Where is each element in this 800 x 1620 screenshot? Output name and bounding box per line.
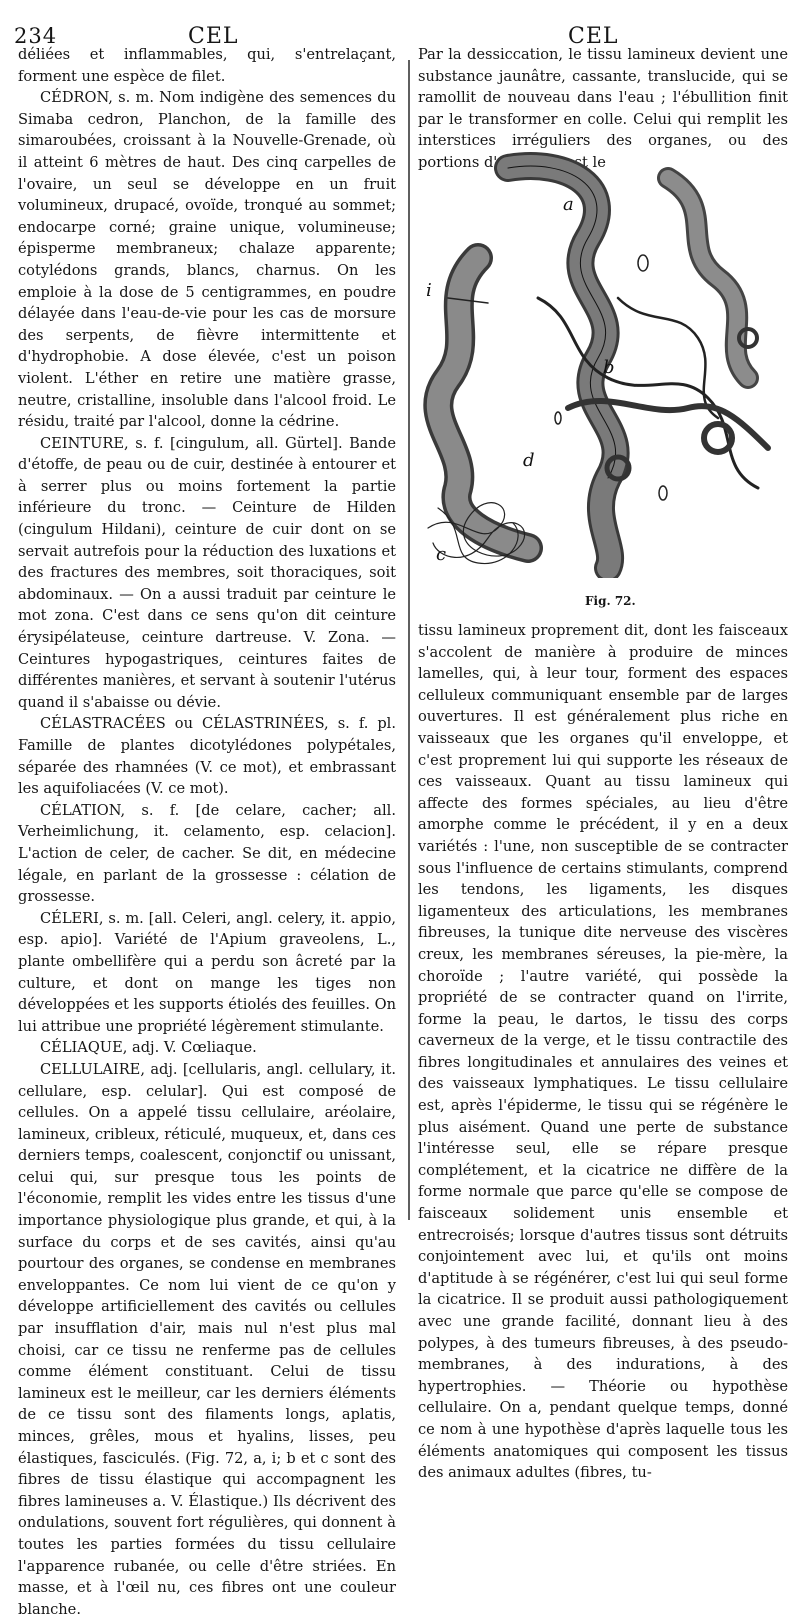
figure-caption: Fig. 72. (585, 594, 636, 608)
figure-label-i: i (426, 280, 432, 301)
figure-label-a: a (563, 194, 574, 215)
entry-celastracees: CÉLASTRACÉES ou CÉLASTRINÉES, s. f. pl. Famille de plantes dicotylédones polypétales, séparée des rhamnées (V. ce mot), et embrassant les aquifoliacées (V. ce mot). (18, 715, 396, 798)
left-column (18, 44, 396, 1620)
running-head-right: CEL (568, 24, 619, 49)
entry-celeri: CÉLERI, s. m. [all. Celeri, angl. celery, it. appio, esp. apio]. Variété de l'Apium graveolens, L., plante ombellifère qui a perdu son âcreté par la culture, et dont on mange les tiges non développées et les supports étiolés des feuilles. On lui attribue une propriété légèrement stimulante. (18, 909, 396, 1035)
entry-cedron: CÉDRON, s. m. Nom indigène des semences du Simaba cedron, Planchon, de la famille des simaroubées, croissant à la Nouvelle-Grenade, où il atteint 6 mètres de haut. Des cinq carpelles de l'ovaire, un seul se développe en un fruit volumineux, drupacé, ovoïde, tronqué au sommet; endocarpe corné; graine unique, volumineuse; épisperme membraneux; chalaze apparente; cotylédons grands, blancs, charnus. On les emploie à la dose de 5 centigrammes, en poudre délayée dans l'eau-de-vie pour les cas de morsure des serpents, de fièvre intermittente et d'hydrophobie. A dose élevée, c'est un poison violent. L'éther en retire une matière grasse, neutre, cristalline, insoluble dans l'alcool froid. Le résidu, traité par l'alcool, donne la cédrine. (18, 89, 396, 431)
column-rule (408, 60, 410, 1220)
entry-celiaque: CÉLIAQUE, adj. V. Cœliaque. (40, 1039, 257, 1057)
paragraph-continuation: Par la dessiccation, le tissu lamineux devient une substance jaunâtre, cassante, translucide, qui se ramollit de nouveau dans l'eau ; l'ébullition finit par le transformer en colle. Celui qui remplit les interstices irréguliers des organes, ou des portions d'organes, est le (418, 46, 788, 171)
entry-celation: CÉLATION, s. f. [de celare, cacher; all. Verheimlichung, it. celamento, esp. celacion]. L'action de celer, de cacher. Se dit, en médecine légale, en parlant de la grossesse : célation de grossesse. (18, 801, 396, 906)
page-number: 234 (14, 24, 58, 48)
paragraph-tissu-lamineux: tissu lamineux proprement dit, dont les faisceaux s'accolent de manière à produire de minces lamelles, qui, à leur tour, forment des espaces celluleux communiquant ensemble par de larges ouvertures. Il est généralement plus riche en vaisseaux que les organes qu'il enveloppe, et c'est proprement lui qui supporte les réseaux de ces vaisseaux. Quant au tissu lamineux qui affecte des formes spéciales, au lieu d'être amorphe comme le précédent, il y en a deux variétés : l'une, non susceptible de se contracter sous l'influence de certains stimulants, comprend les tendons, les ligaments, les disques ligamenteux des articulations, les membranes fibreuses, la tunique dite nerveuse des viscères creux, les membranes séreuses, la pie-mère, la choroïde ; l'autre variété, qui possède la propriété de se contracter quand on l'irrite, forme la peau, le dartos, le tissu des corps caverneux de la verge, et le tissu contractile des fibres longitudinales et annulaires des veines et des vaisseaux lymphatiques. Le tissu cellulaire est, après l'épiderme, le tissu qui se régénère le plus aisément. Quand une perte de substance l'intéresse seul, elle se répare presque complétement, et la cicatrice ne diffère de la forme normale que parce qu'elle se compose de faisceaux solidement unis ensemble et entrecroisés; lorsque d'autres tissus sont détruits conjointement avec lui, et qu'ils ont moins d'aptitude à se régénérer, c'est lui qui seul forme la cicatrice. Il se produit aussi pathologiquement avec une grande facilité, donnant lieu à des polypes, à des tumeurs fibreuses, à des pseudo-membranes, à des indurations, à des hypertrophies. — Théorie ou hypothèse cellulaire. On a, pendant quelque temps, donné ce nom à une hypothèse d'après laquelle tous les éléments anatomiques qui composent les tissus des animaux adultes (fibres, tu- (418, 622, 788, 1482)
figure-label-b: b (603, 357, 615, 378)
entry-continuation: déliées et inflammables, qui, s'entrelaçant, forment une espèce de filet. (18, 46, 396, 85)
figure-label-c: c (436, 544, 447, 565)
figure-label-d: d (523, 450, 535, 471)
right-column-bottom (418, 620, 788, 1484)
running-head-left: CEL (188, 24, 239, 49)
entry-cellulaire: CELLULAIRE, adj. [cellularis, angl. cellulary, it. cellulare, esp. celular]. Qui est composé de cellules. On a appelé tissu cellulaire, aréolaire, lamineux, cribleux, réticulé, muqueux, et, dans ces derniers temps, coalescent, conjonctif ou unissant, celui qui, sur presque tous les points de l'économie, remplit les vides entre les tissus d'une importance physiologique plus grande, et qui, à la surface du corps et de ses cavités, ainsi qu'au pourtour des organes, se condense en membranes enveloppantes. Ce nom lui vient de ce qu'on y développe artificiellement des cavités ou cellules par insufflation d'air, mais nul n'est plus mal choisi, car ce tissu ne renferme pas de cellules comme élément constituant. Celui de tissu lamineux est le meilleur, car les derniers éléments de ce tissu sont des filaments longs, aplatis, minces, grêles, mous et hyalins, lisses, peu élastiques, fasciculés. (Fig. 72, a, i; b et c sont des fibres de tissu élastique qui accompagnent les fibres lamineuses a. V. Élastique.) Ils décrivent des ondulations, souvent fort régulières, qui donnent à toutes les parties formées du tissu cellulaire l'apparence rubanée, ou celle d'être striées. En masse, et à l'œil nu, ces fibres ont une couleur blanche. (18, 1060, 396, 1618)
figure-72-illustration (418, 148, 790, 578)
entry-ceinture: CEINTURE, s. f. [cingulum, all. Gürtel]. Bande d'étoffe, de peau ou de cuir, destinée à entourer et à serrer plus ou moins fortement la partie inférieure du tronc. — Ceinture de Hilden (cingulum Hildani), ceinture de cuir dont on se servait autrefois pour la réduction des luxations et des fractures des membres, soit thoraciques, soit abdominaux. — On a aussi traduit par ceinture le mot zona. C'est dans ce sens qu'on dit ceinture érysipélateuse, ceinture dartreuse. V. Zona. — Ceintures hypogastriques, ceintures faites de différentes manières, et servant à soutenir l'utérus quand il s'abaisse ou dévie. (18, 434, 396, 711)
